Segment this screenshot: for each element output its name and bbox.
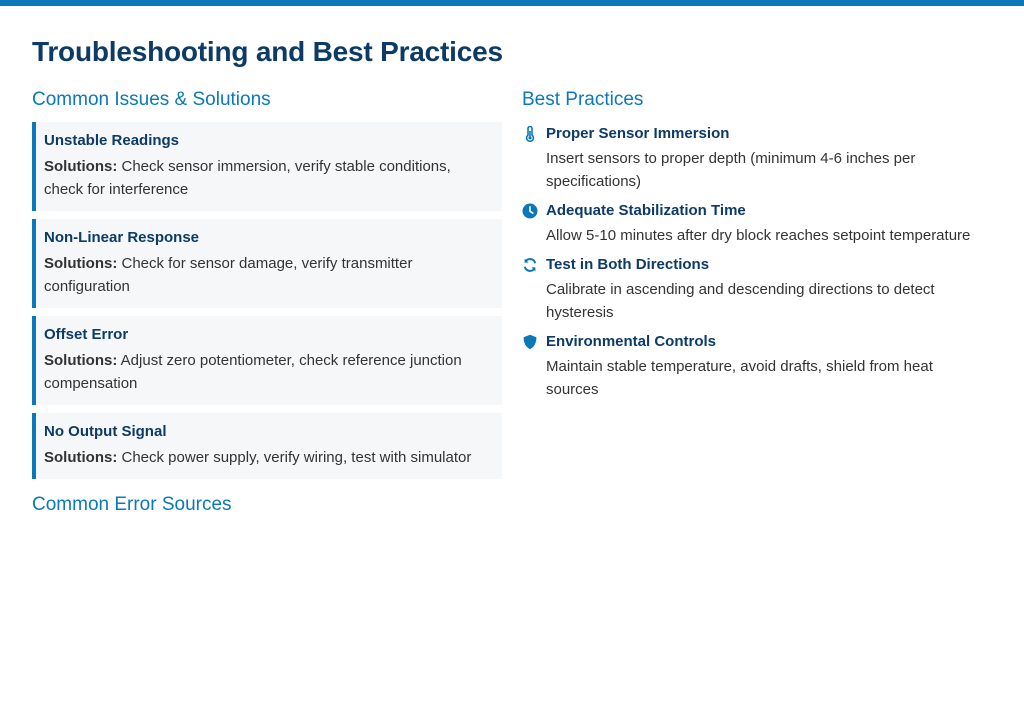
practice-title: Proper Sensor Immersion: [546, 125, 730, 142]
practices-column: [522, 88, 982, 409]
practice-text: Insert sensors to proper depth (minimum 4-6 inches per specifications): [546, 150, 916, 190]
solutions-label: Solutions:: [44, 352, 118, 369]
issue-solution: [44, 155, 492, 201]
issues-heading: Common Issues & Solutions: [32, 89, 271, 110]
practice-text: Allow 5-10 minutes after dry block reaches setpoint temperature: [546, 227, 971, 244]
issue-title: Non-Linear Response: [44, 229, 200, 246]
top-accent-bar: [0, 0, 1024, 6]
practice-item: [522, 255, 982, 324]
issue-title: Unstable Readings: [44, 132, 180, 149]
practice-title: Adequate Stabilization Time: [546, 202, 746, 219]
practice-title: Test in Both Directions: [546, 256, 710, 273]
practice-item: [522, 201, 982, 247]
thermometer-icon: [522, 126, 538, 142]
practices-heading: Best Practices: [522, 89, 644, 110]
sync-icon: [522, 257, 538, 273]
solution-text: Check sensor immersion, verify stable conditions, check for interference: [44, 158, 451, 198]
issue-card: [32, 219, 502, 308]
issue-card: [32, 316, 502, 405]
error-sources-heading: Common Error Sources: [32, 494, 232, 515]
solutions-label: Solutions:: [44, 158, 118, 175]
issue-list: [32, 122, 502, 479]
solutions-label: Solutions:: [44, 255, 118, 272]
solutions-label: Solutions:: [44, 449, 118, 466]
issue-title: Offset Error: [44, 326, 129, 343]
issue-card: [32, 413, 502, 479]
practice-list: [522, 124, 982, 401]
practice-text: Calibrate in ascending and descending directions to detect hysteresis: [546, 281, 935, 321]
practice-text: Maintain stable temperature, avoid drafts, shield from heat sources: [546, 358, 933, 398]
solution-text: Check power supply, verify wiring, test with simulator: [121, 449, 472, 466]
practice-item: [522, 332, 982, 401]
shield-icon: [522, 334, 538, 350]
practice-title: Environmental Controls: [546, 333, 717, 350]
practice-item: [522, 124, 982, 193]
page-title: Troubleshooting and Best Practices: [32, 36, 503, 67]
clock-icon: [522, 203, 538, 219]
issue-solution: [44, 349, 492, 395]
solution-text: Adjust zero potentiometer, check reference junction compensation: [44, 352, 462, 392]
issue-solution: [44, 446, 492, 469]
issues-column: [32, 88, 502, 517]
issue-title: No Output Signal: [44, 423, 167, 440]
issue-card: [32, 122, 502, 211]
solution-text: Check for sensor damage, verify transmitter configuration: [44, 255, 413, 295]
issue-solution: [44, 252, 492, 298]
